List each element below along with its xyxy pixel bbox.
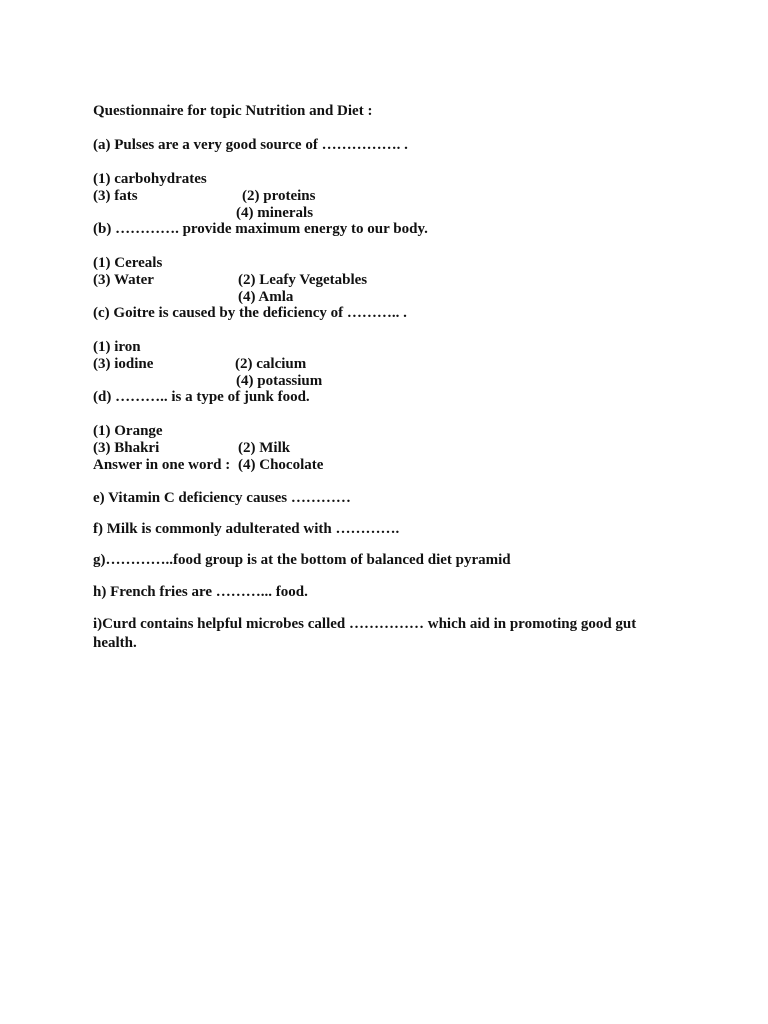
section-heading: Answer in one word : [93,457,231,473]
question-f: f) Milk is commonly adulterated with …………. [93,521,400,537]
question-g: g)…………..food group is at the bottom of balanced diet pyramid [93,552,511,568]
option-text: (1) Orange [93,423,163,439]
option-text: (4) Chocolate [238,457,324,473]
option-text: (1) carbohydrates [93,171,207,187]
option-text: (3) iodine [93,356,154,372]
question-d: (d) ……….. is a type of junk food. [93,389,310,405]
question-i: i)Curd contains helpful microbes called …………… which aid in promoting good gut health. [93,616,637,651]
question-c: (c) Goitre is caused by the deficiency of ……….. . [93,305,407,321]
question-b: (b) …………. provide maximum energy to our body. [93,221,428,237]
page-title: Questionnaire for topic Nutrition and Diet : [93,103,373,119]
option-text: (1) iron [93,339,141,355]
option-text: (3) Bhakri [93,440,160,456]
option-text: (2) Milk [238,440,291,456]
option-text: (2) Leafy Vegetables [238,272,368,288]
option-text: (2) proteins [242,188,316,204]
question-a: (a) Pulses are a very good source of ……………. . [93,137,408,153]
option-text: (1) Cereals [93,255,163,271]
question-h: h) French fries are ………... food. [93,584,308,600]
option-text: (2) calcium [235,356,307,372]
option-text: (4) minerals [236,205,314,221]
option-text: (3) fats [93,188,138,204]
option-text: (4) Amla [238,289,294,305]
option-text: (4) potassium [236,373,323,389]
question-e: e) Vitamin C deficiency causes ………… [93,490,351,506]
option-text: (3) Water [93,272,154,288]
